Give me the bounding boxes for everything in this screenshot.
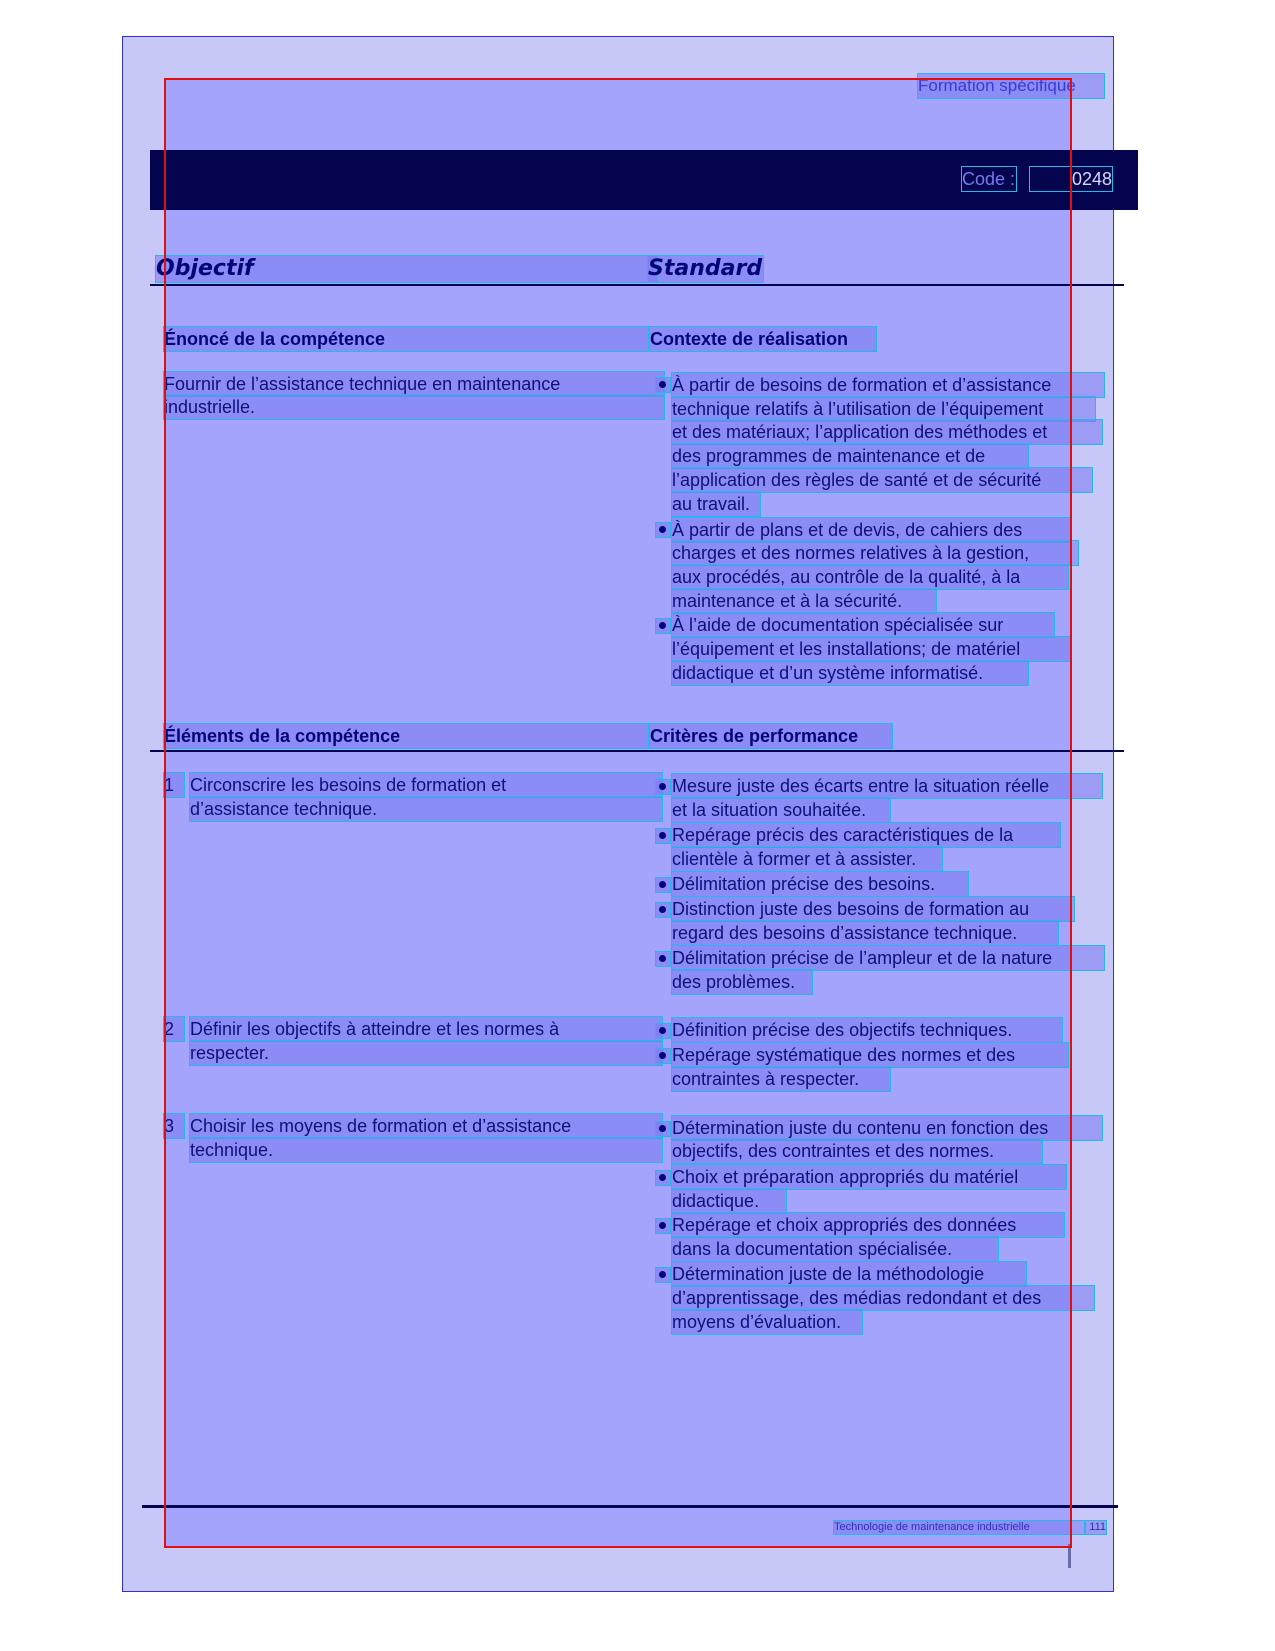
criterion-line: moyens d’évaluation. <box>672 1310 862 1334</box>
competence-statement-line: industrielle. <box>164 395 664 419</box>
criterion-line: Repérage et choix appropriés des données <box>672 1213 1064 1237</box>
criterion-line: contraintes à respecter. <box>672 1067 890 1091</box>
criterion-line: des problèmes. <box>672 970 812 994</box>
element-number: 2 <box>164 1017 184 1041</box>
context-line: l’application des règles de santé et de sécurité <box>672 468 1092 492</box>
text-area-frame <box>164 78 1072 1548</box>
context-line: À l’aide de documentation spécialisée sur <box>672 613 1054 637</box>
context-line: technique relatifs à l’utilisation de l’équipement <box>672 397 1095 421</box>
criterion-line: Définition précise des objectifs techniques. <box>672 1018 1062 1042</box>
competence-statement-line: Fournir de l’assistance technique en maintenance <box>164 372 664 396</box>
criterion-line: Repérage précis des caractéristiques de la <box>672 823 1060 847</box>
footer-page-number: 111 <box>1086 1521 1106 1534</box>
context-line: À partir de besoins de formation et d’assistance <box>672 373 1104 397</box>
program-label: Formation spécifique <box>918 74 1104 98</box>
context-line: et des matériaux; l’application des méthodes et <box>672 420 1102 444</box>
criterion-line: Choix et préparation appropriés du matériel <box>672 1165 1066 1189</box>
context-line: l’équipement et les installations; de matériel <box>672 637 1070 661</box>
criterion-line: Détermination juste de la méthodologie <box>672 1262 1026 1286</box>
column-title-objectif: Objectif <box>156 256 656 282</box>
elements-heading: Éléments de la compétence <box>164 724 648 748</box>
element-text-line: d’assistance technique. <box>190 797 662 821</box>
context-line: À partir de plans et de devis, de cahiers des <box>672 518 1070 542</box>
criterion-line: regard des besoins d’assistance technique. <box>672 921 1058 945</box>
context-line: au travail. <box>672 492 760 516</box>
code-label: Code : <box>962 169 1016 189</box>
context-line: charges et des normes relatives à la gestion, <box>672 541 1078 565</box>
footer-program-name: Technologie de maintenance industrielle <box>834 1521 1084 1534</box>
criterion-line: Délimitation précise des besoins. <box>672 872 968 896</box>
criterion-line: Repérage systématique des normes et des <box>672 1043 1068 1067</box>
element-number: 1 <box>164 773 184 797</box>
context-line: didactique et d’un système informatisé. <box>672 661 1028 685</box>
criterion-line: objectifs, des contraintes et des normes. <box>672 1139 1042 1163</box>
criterion-line: d’apprentissage, des médias redondant et des <box>672 1286 1094 1310</box>
criterion-line: didactique. <box>672 1189 786 1213</box>
criterion-line: Mesure juste des écarts entre la situation réelle <box>672 774 1102 798</box>
code-value: 0248 <box>1030 167 1112 191</box>
competence-heading: Énoncé de la compétence <box>164 327 648 351</box>
criterion-line: Délimitation précise de l’ampleur et de la nature <box>672 946 1104 970</box>
criterion-line: Distinction juste des besoins de formation au <box>672 897 1074 921</box>
context-line: maintenance et à la sécurité. <box>672 589 936 613</box>
column-title-standard: Standard <box>648 256 763 281</box>
context-heading: Contexte de réalisation <box>650 327 876 351</box>
criteria-heading: Critères de performance <box>650 724 892 748</box>
element-text-line: technique. <box>190 1138 662 1162</box>
criterion-line: et la situation souhaitée. <box>672 798 890 822</box>
context-line: des programmes de maintenance et de <box>672 444 1028 468</box>
criterion-line: clientèle à former et à assister. <box>672 847 942 871</box>
context-line: aux procédés, au contrôle de la qualité, à la <box>672 565 1068 589</box>
element-text-line: respecter. <box>190 1041 662 1065</box>
criterion-line: Détermination juste du contenu en fonction des <box>672 1116 1102 1140</box>
element-text-line: Définir les objectifs à atteindre et les normes à <box>190 1017 662 1041</box>
element-text-line: Circonscrire les besoins de formation et <box>190 773 662 797</box>
element-number: 3 <box>164 1114 184 1138</box>
criterion-line: dans la documentation spécialisée. <box>672 1237 998 1261</box>
element-text-line: Choisir les moyens de formation et d’assistance <box>190 1114 662 1138</box>
